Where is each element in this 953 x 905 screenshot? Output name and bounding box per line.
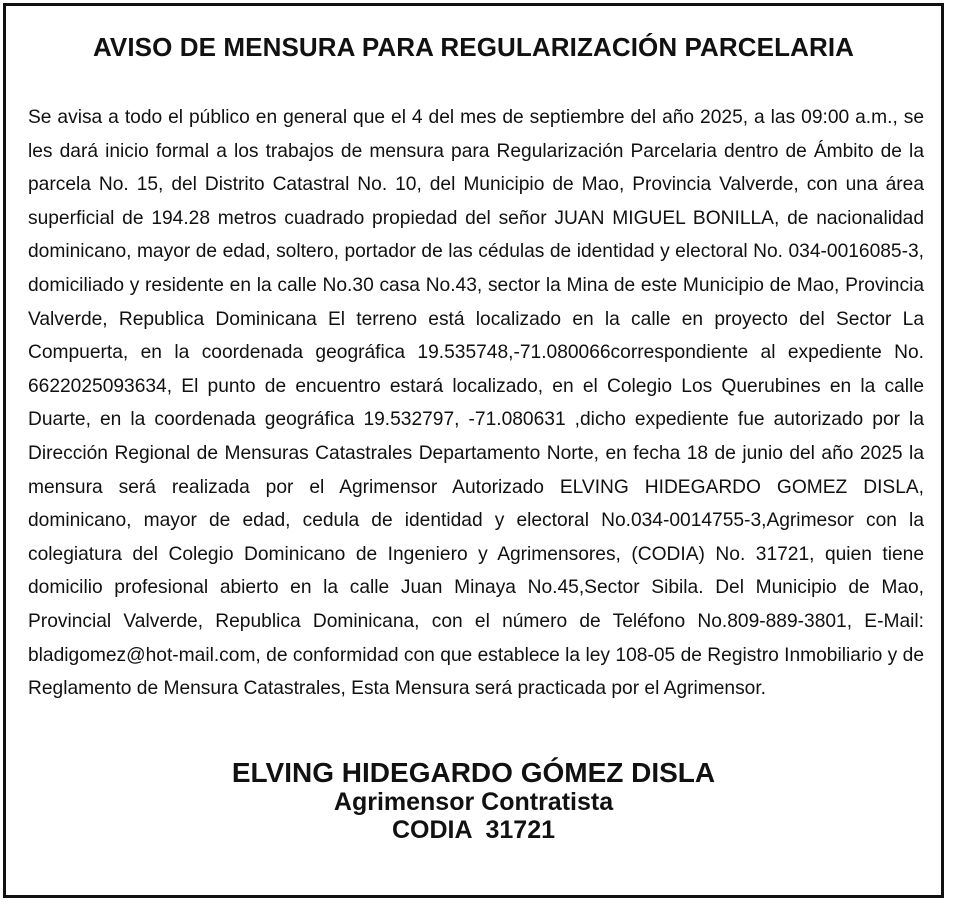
signature-name: ELVING HIDEGARDO GÓMEZ DISLA: [231, 757, 716, 788]
signature-role: Agrimensor Contratista: [333, 788, 614, 816]
notice-title: AVISO DE MENSURA PARA REGULARIZACIÓN PARCELARIA: [92, 32, 855, 62]
notice-body: Se avisa a todo el público en general que el 4 del mes de septiembre del año 2025, a las 09:00 a.m., se les dará inicio formal a los trabajos de mensura para Regularización Parcelaria dentro de Ámbito de la parcela No. 15, del Distrito Catastral No. 10, del Municipio de Mao, Provincia Valverde, con una área superficial de 194.28 metros cuadrado propiedad del señor JUAN MIGUEL BONILLA, de nacionalidad dominicano, mayor de edad, soltero, portador de las cédulas de identidad y electoral No. 034-0016085-3, domiciliado y residente en la calle No.30 casa No.43, sector la Mina de este Municipio de Mao, Provincia Valverde, Republica Dominicana El terreno está localizado en la calle en proyecto del Sector La Compuerta, en la coordenada geográfica 19.535748,-71.080066correspondiente al expediente No. 6622025093634, El punto de encuentro estará localizado, en el Colegio Los Querubines en la calle Duarte, en la coordenada geográfica 19.532797, -71.080631 ,dicho expediente fue autorizado por la Dirección Regional de Mensuras Catastrales Departamento Norte, en fecha 18 de junio del año 2025 la mensura será realizada por el Agrimensor Autorizado ELVING HIDEGARDO GOMEZ DISLA, dominicano, mayor de edad, cedula de identidad y electoral No.034-0014755-3,Agrimesor con la colegiatura del Colegio Dominicano de Ingeniero y Agrimensores, (CODIA) No. 31721, quien tiene domicilio profesional abierto en la calle Juan Minaya No.45,Sector Sibila. Del Municipio de Mao, Provincial Valverde, Republica Dominicana, con el número de Teléfono No.809-889-3801, E-Mail: bladigomez@hot-mail.com, de conformidad con que establece la ley 108-05 de Registro Inmobiliario y de Reglamento de Mensura Catastrales, Esta Mensura será practicada por el Agrimensor.: [28, 107, 924, 700]
signature-codia: CODIA 31721: [391, 816, 556, 844]
notice-frame: [3, 3, 944, 898]
signature-block: [6, 758, 941, 844]
